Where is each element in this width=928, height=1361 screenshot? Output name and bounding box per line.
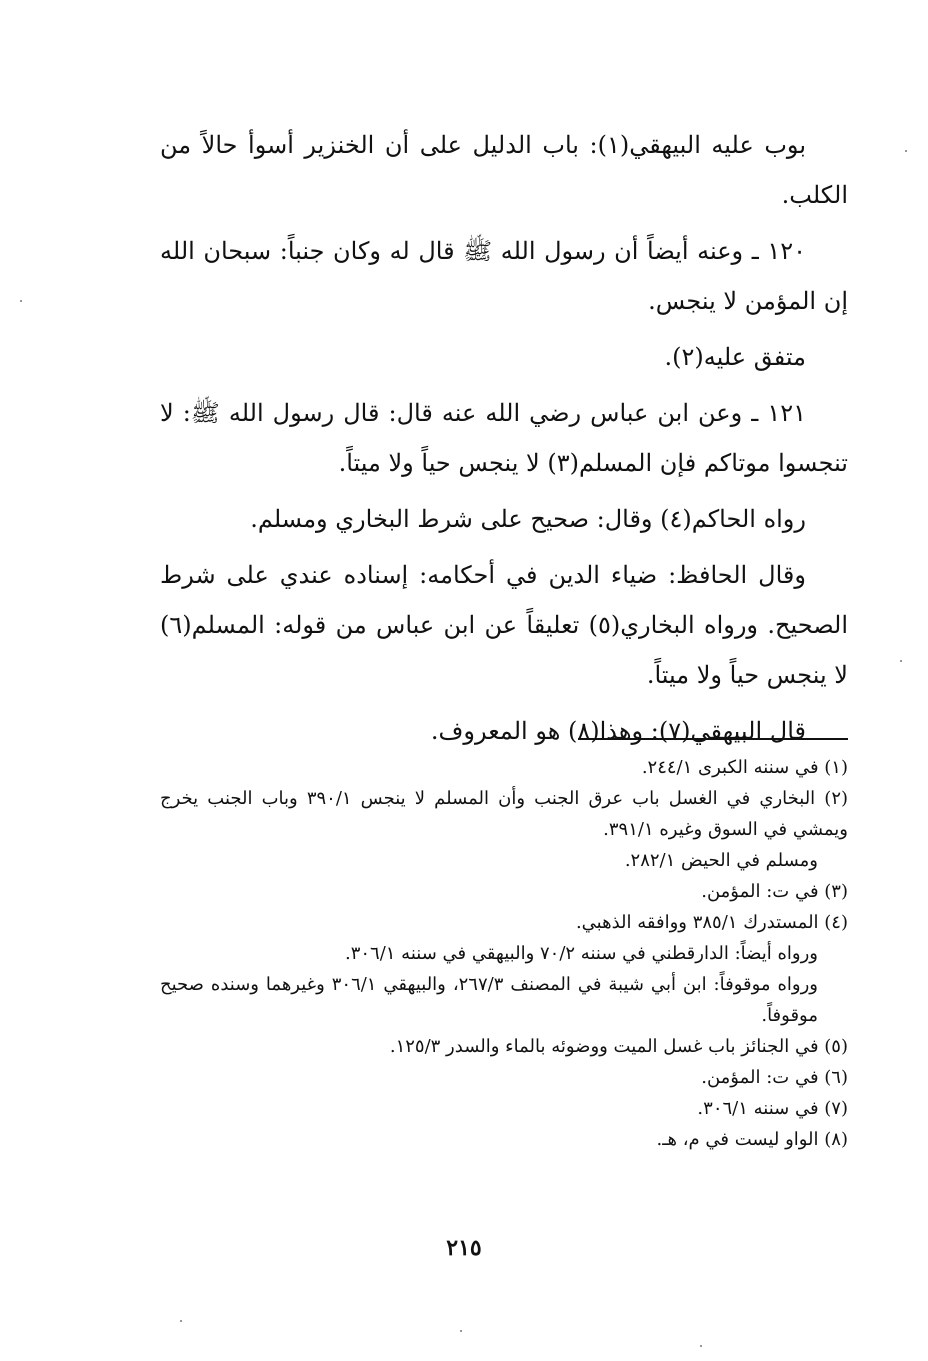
footnotes <box>160 752 848 1155</box>
bayhaqi-comment: قال البيهقي(٧): وهذا(٨) هو المعروف. <box>430 717 806 745</box>
footnote-1: (١) في سننه الكبرى ٢٤٤/١. <box>641 757 848 778</box>
hadith-120: ١٢٠ ـ وعنه أيضاً أن رسول الله ﷺ قال له وكان جنباً: سبحان الله إن المؤمن لا ينجس. <box>160 237 848 315</box>
footnote-8: (٨) الواو ليست في م، هـ. <box>656 1129 848 1150</box>
scan-speck <box>900 660 902 662</box>
hafiz-comment: وقال الحافظ: ضياء الدين في أحكامه: إسناده عندي على شرط الصحيح. ورواه البخاري(٥) تعليقاً عن ابن عباس من قوله: المسلم(٦) لا ينجس حياً ولا ميتاً. <box>160 561 848 689</box>
footnote-2-continuation: ومسلم في الحيض ٢٨٢/١. <box>624 850 818 871</box>
hadith-121: ١٢١ ـ وعن ابن عباس رضي الله عنه قال: قال رسول الله ﷺ: لا تنجسوا موتاكم فإن المسلم(٣) لا ينجس حياً ولا ميتاً. <box>160 399 848 477</box>
main-text-body <box>160 120 848 762</box>
scan-speck <box>905 150 907 152</box>
scan-speck <box>700 1345 702 1347</box>
footnote-4: (٤) المستدرك ٣٨٥/١ ووافقه الذهبي. <box>575 912 848 933</box>
hadith-120-source: متفق عليه(٢). <box>664 343 806 371</box>
page-number: ٢١٥ <box>446 1235 482 1261</box>
footnote-3: (٣) في ت: المؤمن. <box>701 881 848 902</box>
scan-speck <box>20 300 22 302</box>
footnote-4-continuation-b: ورواه موقوفاً: ابن أبي شيبة في المصنف ٢٦٧/٣، والبيهقي ٣٠٦/١ وغيرهما وسنده صحيح موقوفاً. <box>160 974 819 1026</box>
footnote-7: (٧) في سننه ٣٠٦/١. <box>697 1098 848 1119</box>
footnote-5: (٥) في الجنائز باب غسل الميت ووضوئه بالماء والسدر ١٢٥/٣. <box>389 1036 848 1057</box>
paragraph-bab-heading: بوب عليه البيهقي(١): باب الدليل على أن الخنزير أسوأ حالاً من الكلب. <box>160 131 848 209</box>
scan-speck <box>180 1320 182 1322</box>
scan-speck <box>460 1330 462 1332</box>
footnote-divider <box>578 738 848 740</box>
footnote-4-continuation-a: ورواه أيضاً: الدارقطني في سننه ٧٠/٢ والبيهقي في سننه ٣٠٦/١. <box>344 943 818 964</box>
footnote-6: (٦) في ت: المؤمن. <box>701 1067 848 1088</box>
footnote-2: (٢) البخاري في الغسل باب عرق الجنب وأن المسلم لا ينجس ٣٩٠/١ وباب الجنب يخرج ويمشي في السوق وغيره ٣٩١/١. <box>160 788 849 840</box>
hadith-121-source: رواه الحاكم(٤) وقال: صحيح على شرط البخاري ومسلم. <box>250 505 806 533</box>
